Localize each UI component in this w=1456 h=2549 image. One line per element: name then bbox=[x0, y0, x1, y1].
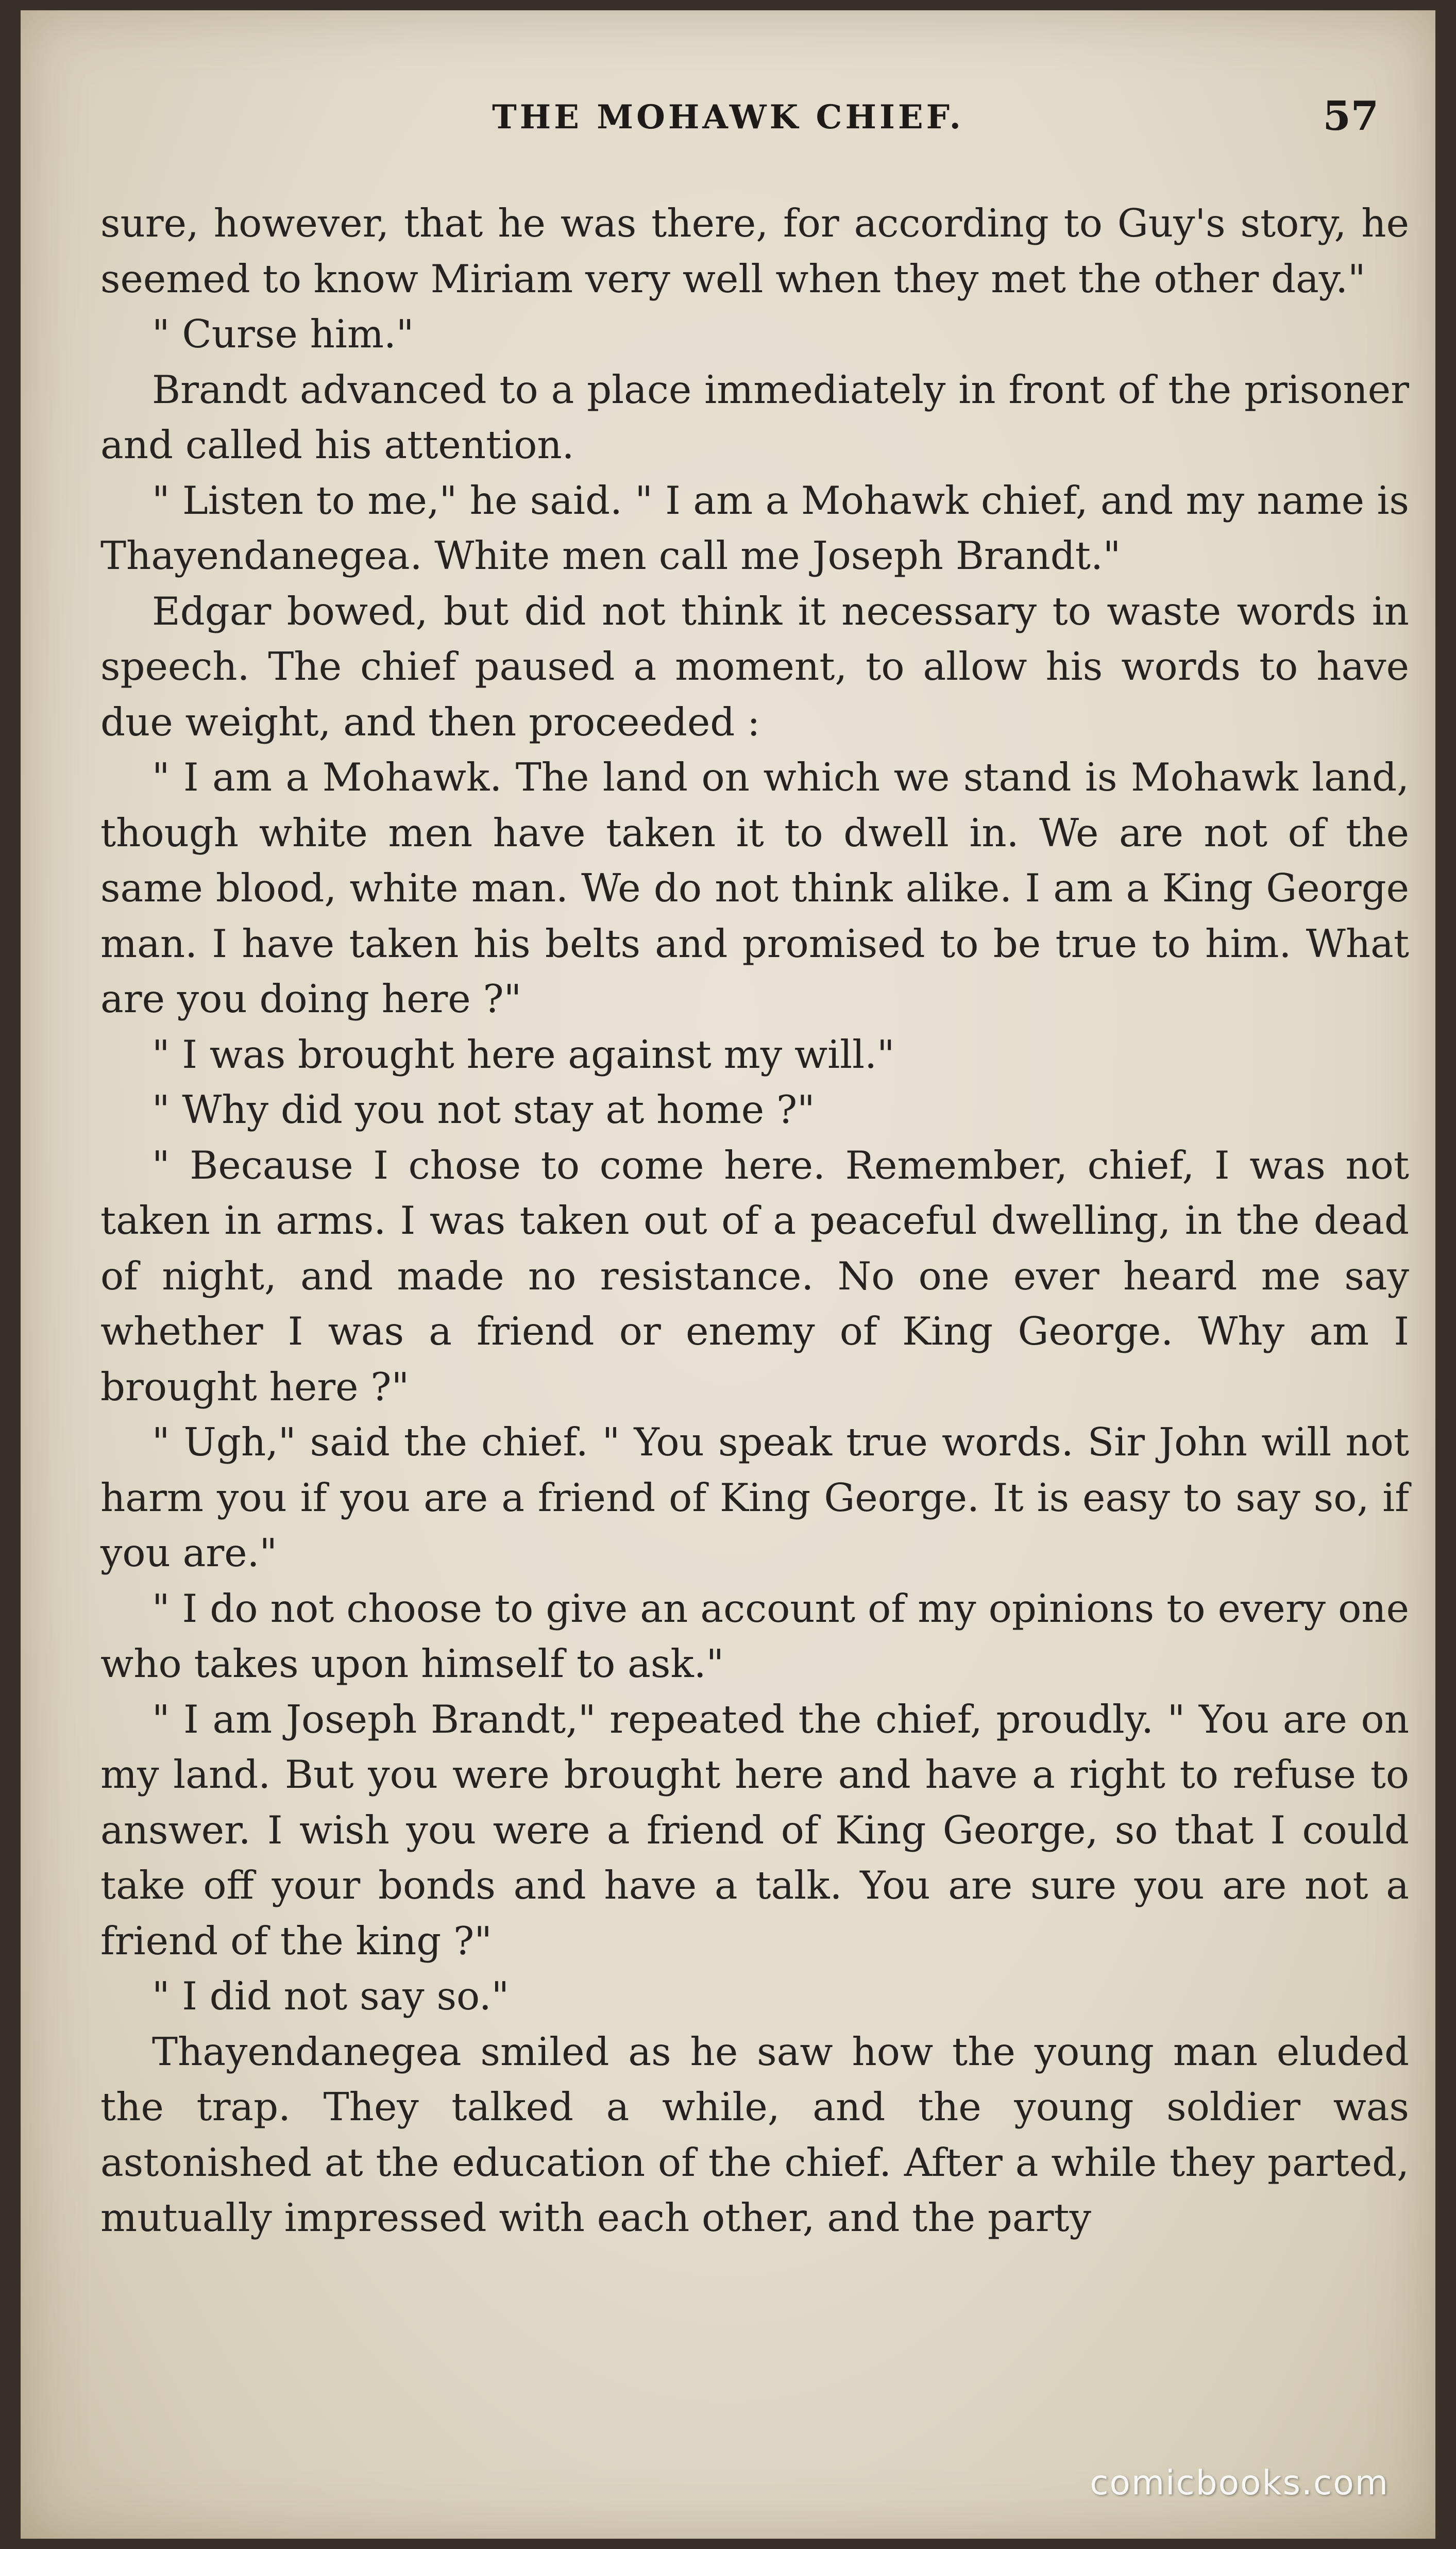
running-head bbox=[21, 88, 1435, 144]
body-text bbox=[100, 196, 1409, 2246]
paragraph: " I am a Mohawk. The land on which we stand is Mohawk land, though white men have taken it to dwell in. We are not of the same blood, white man. We do not think alike. I am a King George man. I have taken his belts and promised to be true to him. What are you doing here ?" bbox=[100, 754, 1409, 1021]
watermark: comicbooks.com bbox=[1090, 2463, 1389, 2503]
book-page bbox=[21, 10, 1435, 2539]
paragraph: sure, however, that he was there, for according to Guy's story, he seemed to know Miriam very well when they met the other day." bbox=[100, 200, 1409, 301]
paragraph: " Curse him." bbox=[152, 311, 414, 357]
paragraph: " Ugh," said the chief. " You speak true words. Sir John will not harm you if you are a friend of King George. It is easy to say so, if you are." bbox=[100, 1419, 1409, 1575]
paragraph: " Because I chose to come here. Remember, chief, I was not taken in arms. I was taken out of a peaceful dwelling, in the dead of night, and made no resistance. No one ever heard me say whether I was a friend or enemy of King George. Why am I brought here ?" bbox=[100, 1142, 1409, 1410]
paragraph: " I did not say so." bbox=[152, 1973, 510, 2019]
page-number: 57 bbox=[1323, 93, 1379, 140]
paragraph: Thayendanegea smiled as he saw how the young man eluded the trap. They talked a while, and the young soldier was astonished at the education of the chief. After a while they parted, mutually impressed with each other, and the party bbox=[100, 2028, 1409, 2240]
paragraph: " Why did you not stay at home ?" bbox=[152, 1087, 815, 1132]
paragraph: " I do not choose to give an account of my opinions to every one who takes upon himself to ask." bbox=[100, 1585, 1409, 1686]
running-title: THE MOHAWK CHIEF. bbox=[492, 98, 964, 137]
paragraph: " I am Joseph Brandt," repeated the chief, proudly. " You are on my land. But you were brought here and have a right to refuse to answer. I wish you were a friend of King George, so that I could take off your bonds and have a talk. You are sure you are not a friend of the king ?" bbox=[100, 1696, 1409, 1964]
paragraph: " I was brought here against my will." bbox=[152, 1031, 895, 1077]
paragraph: Edgar bowed, but did not think it necessary to waste words in speech. The chief paused a moment, to allow his words to have due weight, and then proceeded : bbox=[100, 588, 1409, 745]
paragraph: Brandt advanced to a place immediately in front of the prisoner and called his attention. bbox=[100, 366, 1409, 467]
paragraph: " Listen to me," he said. " I am a Mohawk chief, and my name is Thayendanegea. White men call me Joseph Brandt." bbox=[100, 477, 1409, 578]
